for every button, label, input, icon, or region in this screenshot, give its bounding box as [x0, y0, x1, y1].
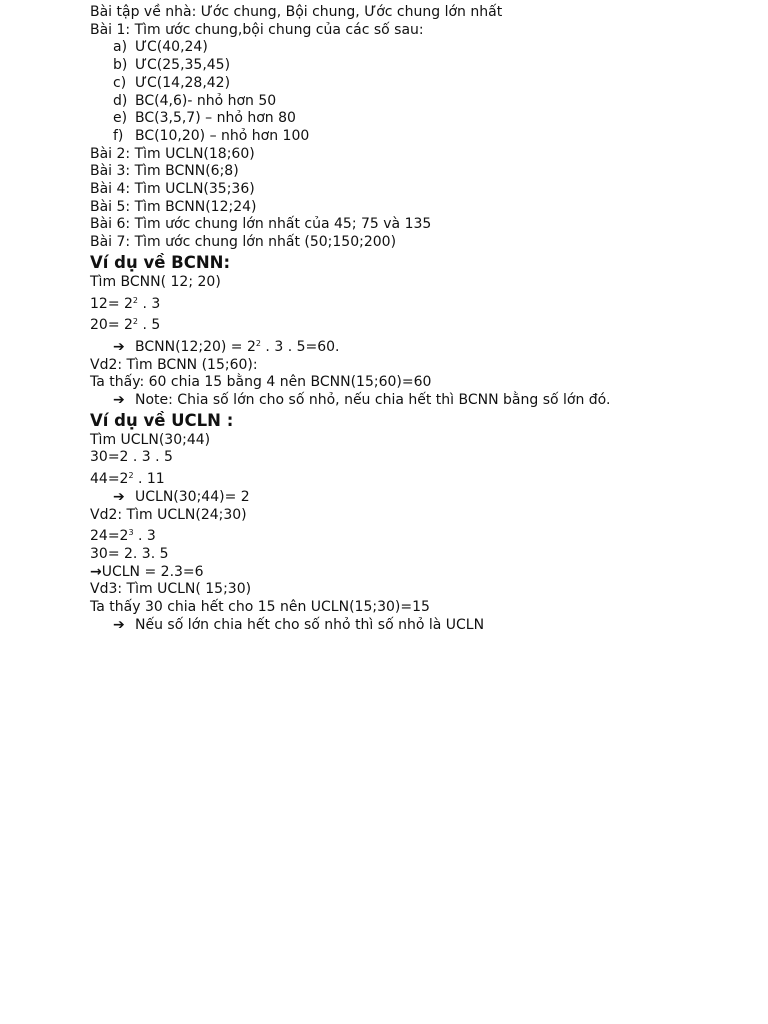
exercise-4: Bài 4: Tìm UCLN(35;36) [90, 181, 255, 198]
list-marker: e) [113, 110, 128, 127]
bcnn-line [90, 313, 750, 335]
list-marker: d) [113, 92, 128, 109]
bcnn-heading: Ví dụ về BCNN: [90, 252, 231, 272]
expr-text: UCLN(30;44)= 2 [135, 488, 250, 505]
list-item-text: BC(3,5,7) – nhỏ hơn 80 [135, 110, 296, 127]
list-marker: f) [113, 127, 124, 144]
ucln-line: Tìm UCLN(30;44) [90, 431, 211, 448]
ucln-line: Vd2: Tìm UCLN(24;30) [90, 506, 247, 523]
exponent: 2 [132, 295, 138, 305]
bcnn-line: Ta thấy: 60 chia 15 bằng 4 nên BCNN(15;60)=60 [90, 374, 432, 391]
ucln-line: 30= 2. 3. 5 [90, 545, 169, 562]
document-content [90, 4, 750, 635]
exercise-1-item [90, 75, 750, 93]
list-marker: a) [113, 39, 128, 56]
list-item-text: ƯC(40,24) [135, 39, 208, 56]
arrow-icon: ➔ [113, 338, 125, 355]
expr-text: 12= 2 [90, 295, 133, 312]
exercise-1-item [90, 110, 750, 128]
note-text: Note: Chia số lớn cho số nhỏ, nếu chia hết thì BCNN bằng số lớn đó. [135, 392, 611, 409]
ucln-result [90, 489, 750, 507]
bcnn-result [90, 335, 750, 357]
expr-text: . 5 [138, 317, 161, 334]
list-marker: b) [113, 57, 128, 74]
ucln-heading: Ví dụ về UCLN : [90, 410, 234, 430]
exponent: 2 [132, 317, 138, 327]
exercise-1-item [90, 39, 750, 57]
note-text: Nếu số lớn chia hết cho số nhỏ thì số nhỏ là UCLN [135, 616, 485, 633]
bcnn-line: Tìm BCNN( 12; 20) [90, 273, 221, 290]
arrow-icon: ➔ [113, 392, 125, 409]
exponent: 2 [255, 338, 261, 348]
ucln-line [90, 467, 750, 489]
ucln-line [90, 524, 750, 546]
expr-text: BCNN(12;20) = 2 [135, 338, 256, 355]
arrow-icon: ➔ [113, 616, 125, 633]
expr-text: . 3 [138, 295, 161, 312]
expr-text: UCLN = 2.3=6 [101, 563, 204, 580]
list-marker: c) [113, 74, 127, 91]
exercise-6: Bài 6: Tìm ước chung lớn nhất của 45; 75 và 135 [90, 216, 432, 233]
exercise-1-intro: Bài 1: Tìm ước chung,bội chung của các số sau: [90, 21, 424, 38]
exercise-7: Bài 7: Tìm ước chung lớn nhất (50;150;200) [90, 234, 397, 251]
expr-text: . 3 [133, 528, 156, 545]
exercise-1-item [90, 128, 750, 146]
exercise-2: Bài 2: Tìm UCLN(18;60) [90, 145, 255, 162]
list-item-text: BC(4,6)- nhỏ hơn 50 [135, 92, 277, 109]
bcnn-line: Vd2: Tìm BCNN (15;60): [90, 356, 258, 373]
expr-text: 24=2 [90, 528, 129, 545]
ucln-line: Vd3: Tìm UCLN( 15;30) [90, 581, 252, 598]
arrow-icon: ➔ [113, 488, 125, 505]
expr-text: 20= 2 [90, 317, 133, 334]
list-item-text: ƯC(25,35,45) [135, 57, 231, 74]
ucln-line: 30=2 . 3 . 5 [90, 449, 173, 466]
exercise-1-item [90, 57, 750, 75]
document-title: Bài tập về nhà: Ước chung, Bội chung, Ước chung lớn nhất [90, 4, 503, 20]
bcnn-note [90, 392, 750, 410]
arrow-icon: → [90, 563, 102, 580]
ucln-note [90, 617, 750, 635]
exponent: 3 [128, 528, 134, 538]
list-item-text: BC(10,20) – nhỏ hơn 100 [135, 127, 310, 144]
ucln-line: Ta thấy 30 chia hết cho 15 nên UCLN(15;30)=15 [90, 599, 430, 616]
exercise-5: Bài 5: Tìm BCNN(12;24) [90, 198, 257, 215]
expr-text: . 11 [133, 471, 165, 488]
list-item-text: ƯC(14,28,42) [135, 74, 231, 91]
expr-text: . 3 . 5=60. [260, 338, 340, 355]
exponent: 2 [128, 471, 134, 481]
ucln-conclusion [90, 564, 750, 582]
exercise-1-item [90, 93, 750, 111]
expr-text: 44=2 [90, 471, 129, 488]
bcnn-line [90, 292, 750, 314]
exercise-3: Bài 3: Tìm BCNN(6;8) [90, 163, 239, 180]
